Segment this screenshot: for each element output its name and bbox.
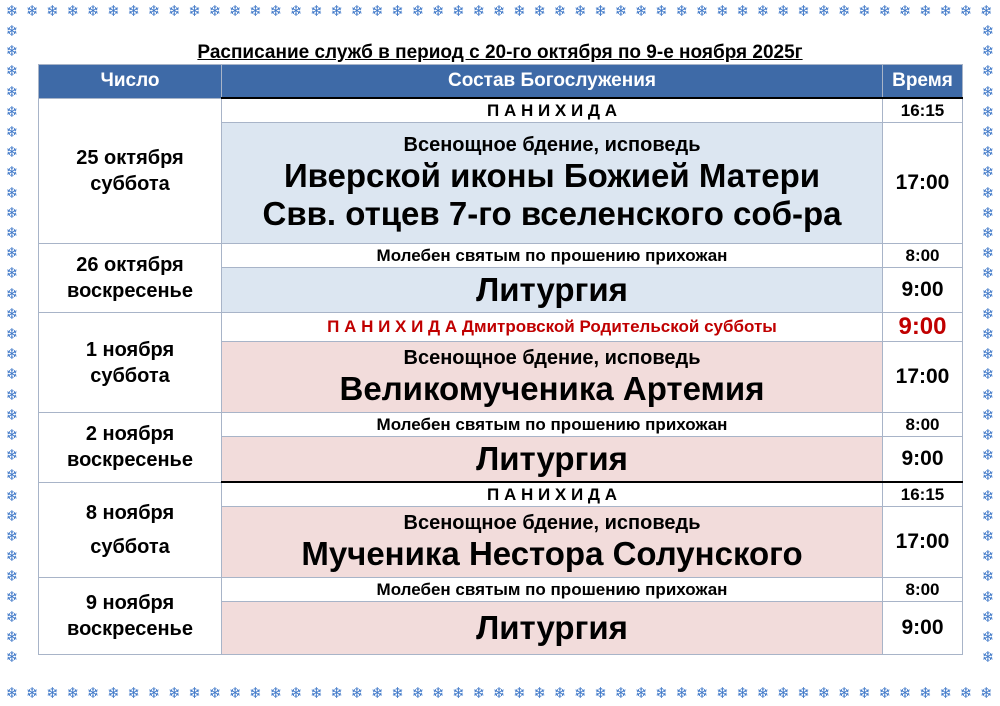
snowflake-icon: ❄ xyxy=(168,2,181,20)
snowflake-icon: ❄ xyxy=(310,684,323,702)
panikhida-cell: П А Н И Х И Д А xyxy=(222,98,883,123)
weekday-label: суббота xyxy=(90,364,170,387)
snowflake-icon: ❄ xyxy=(5,183,19,202)
snowflake-icon: ❄ xyxy=(5,628,19,646)
snowflake-icon: ❄ xyxy=(269,684,283,702)
time-cell: 17:00 xyxy=(883,123,963,244)
snowflake-icon: ❄ xyxy=(208,684,222,702)
snowflake-icon: ❄ xyxy=(817,684,831,702)
snowflake-icon: ❄ xyxy=(981,466,995,485)
date-cell xyxy=(39,413,222,483)
service-title-2: Свв. отцев 7-го вселенского соб-ра xyxy=(262,195,842,232)
date-label: 25 октября xyxy=(76,146,184,169)
snowflake-icon: ❄ xyxy=(5,203,19,222)
snowflake-icon: ❄ xyxy=(127,684,141,702)
snowflake-icon: ❄ xyxy=(310,2,323,20)
snowflake-icon: ❄ xyxy=(695,2,709,20)
snowflake-icon: ❄ xyxy=(614,2,628,20)
snowflake-icon: ❄ xyxy=(350,684,364,702)
snowflake-icon: ❄ xyxy=(5,426,19,444)
service-title: Литургия xyxy=(476,440,628,477)
snowflake-icon: ❄ xyxy=(5,284,19,303)
service-subtitle: Всенощное бдение, исповедь xyxy=(403,512,701,534)
snowflake-icon: ❄ xyxy=(5,224,19,242)
snowflake-icon: ❄ xyxy=(391,2,404,20)
time-cell: 8:00 xyxy=(883,244,963,268)
snowflake-icon: ❄ xyxy=(188,2,201,20)
snowflake-icon: ❄ xyxy=(5,82,19,101)
snowflake-icon: ❄ xyxy=(635,684,648,702)
snowflake-icon: ❄ xyxy=(939,2,953,20)
snowflake-icon: ❄ xyxy=(981,506,995,525)
panikhida-note: Дмитровской Родительской субботы xyxy=(457,317,777,336)
snowflake-icon: ❄ xyxy=(452,684,465,702)
snowflake-icon: ❄ xyxy=(86,2,100,20)
service-cell xyxy=(222,437,883,483)
service-title: Литургия xyxy=(476,271,628,308)
snowflake-icon: ❄ xyxy=(981,264,995,283)
snowflake-icon: ❄ xyxy=(981,284,995,303)
snowflake-icon: ❄ xyxy=(980,2,993,20)
snowflake-icon: ❄ xyxy=(5,684,19,702)
snowflake-icon: ❄ xyxy=(229,684,242,702)
time-cell: 17:00 xyxy=(883,507,963,578)
service-cell xyxy=(222,507,883,578)
time-cell: 9:00 xyxy=(883,268,963,313)
panikhida-label: П А Н И Х И Д А xyxy=(327,317,458,336)
snowflake-icon: ❄ xyxy=(553,2,567,20)
snowflake-icon: ❄ xyxy=(208,2,222,20)
table-row xyxy=(39,313,963,342)
snowflake-icon: ❄ xyxy=(981,587,995,606)
snowflake-icon: ❄ xyxy=(5,264,19,283)
time-cell: 8:00 xyxy=(883,578,963,602)
snowflake-icon: ❄ xyxy=(46,684,59,702)
snowflake-icon: ❄ xyxy=(168,684,181,702)
panikhida-cell xyxy=(222,313,883,342)
service-title: Мученика Нестора Солунского xyxy=(301,535,803,572)
snowflake-icon: ❄ xyxy=(330,2,344,20)
snowflake-icon: ❄ xyxy=(980,684,993,702)
snowflake-icon: ❄ xyxy=(5,62,19,81)
snowflake-icon: ❄ xyxy=(614,684,628,702)
date-cell xyxy=(39,98,222,244)
snowflake-icon: ❄ xyxy=(5,405,19,424)
snowflake-icon: ❄ xyxy=(695,684,709,702)
service-title: Великомученика Артемия xyxy=(339,370,765,407)
snowflake-icon: ❄ xyxy=(981,405,995,424)
snowflake-icon: ❄ xyxy=(981,567,995,586)
snowflake-icon: ❄ xyxy=(127,2,141,20)
snowflake-icon: ❄ xyxy=(26,2,39,20)
snowflake-icon: ❄ xyxy=(229,2,242,20)
header-time: Время xyxy=(883,65,963,99)
snowflake-icon: ❄ xyxy=(777,2,790,20)
snowflake-icon: ❄ xyxy=(432,2,445,20)
snowflake-icon: ❄ xyxy=(981,365,995,384)
time-cell: 9:00 xyxy=(883,602,963,655)
moleben-cell: Молебен святым по прошению прихожан xyxy=(222,244,883,268)
snowflake-icon: ❄ xyxy=(289,2,303,20)
snowflake-icon: ❄ xyxy=(5,547,19,566)
snowflake-icon: ❄ xyxy=(5,506,19,525)
snowflake-icon: ❄ xyxy=(26,684,39,702)
snowflake-icon: ❄ xyxy=(858,684,871,702)
snowflake-icon: ❄ xyxy=(5,163,19,182)
snowflake-icon: ❄ xyxy=(981,547,995,566)
snowflake-icon: ❄ xyxy=(5,466,19,485)
time-cell: 9:00 xyxy=(883,313,963,342)
snowflake-icon: ❄ xyxy=(411,684,425,702)
snowflake-icon: ❄ xyxy=(981,22,995,40)
date-cell xyxy=(39,482,222,578)
snowflake-icon: ❄ xyxy=(5,587,19,606)
snowflake-icon: ❄ xyxy=(675,2,689,20)
snowflake-icon: ❄ xyxy=(289,684,303,702)
snowflake-icon: ❄ xyxy=(472,684,486,702)
snowflake-icon: ❄ xyxy=(594,2,607,20)
snowflake-icon: ❄ xyxy=(716,2,729,20)
snowflake-icon: ❄ xyxy=(269,2,283,20)
snowflake-icon: ❄ xyxy=(5,304,19,323)
snowflake-icon: ❄ xyxy=(533,684,547,702)
snowflake-icon: ❄ xyxy=(981,607,995,626)
service-title: Литургия xyxy=(476,609,628,646)
snowflake-icon: ❄ xyxy=(492,2,506,20)
snowflake-icon: ❄ xyxy=(959,684,973,702)
snowflake-icon: ❄ xyxy=(939,684,953,702)
weekday-label: суббота xyxy=(90,535,170,558)
snowflake-icon: ❄ xyxy=(86,684,100,702)
snowflake-icon: ❄ xyxy=(5,527,19,545)
schedule-table xyxy=(38,64,963,655)
snowflake-icon: ❄ xyxy=(513,2,526,20)
snowflake-icon: ❄ xyxy=(981,345,995,364)
snowflake-icon: ❄ xyxy=(981,244,995,263)
moleben-cell: Молебен святым по прошению прихожан xyxy=(222,413,883,437)
service-cell xyxy=(222,342,883,413)
date-label: 26 октября xyxy=(76,254,184,276)
snowflake-icon: ❄ xyxy=(5,2,19,20)
snowflake-icon: ❄ xyxy=(797,684,810,702)
snowflake-icon: ❄ xyxy=(898,684,912,702)
snowflake-icon: ❄ xyxy=(249,684,262,702)
snowflake-icon: ❄ xyxy=(981,183,995,202)
snowflake-icon: ❄ xyxy=(411,2,425,20)
snowflake-icon: ❄ xyxy=(981,648,995,667)
weekday-label: воскресенье xyxy=(67,280,193,302)
snowflake-icon: ❄ xyxy=(371,684,384,702)
service-title: Иверской иконы Божией Матери xyxy=(283,157,821,194)
snowflake-icon: ❄ xyxy=(878,2,892,20)
moleben-cell: Молебен святым по прошению прихожан xyxy=(222,578,883,602)
snowflake-icon: ❄ xyxy=(46,2,59,20)
snowflake-icon: ❄ xyxy=(777,684,790,702)
snowflake-icon: ❄ xyxy=(817,2,831,20)
snowflake-icon: ❄ xyxy=(655,2,668,20)
snowflake-icon: ❄ xyxy=(756,684,770,702)
snowflake-icon: ❄ xyxy=(981,486,995,505)
weekday-label: суббота xyxy=(90,172,170,195)
snowflake-icon: ❄ xyxy=(452,2,465,20)
snowflake-icon: ❄ xyxy=(736,684,750,702)
snowflake-icon: ❄ xyxy=(5,486,19,505)
snowflake-icon: ❄ xyxy=(5,325,19,343)
table-row xyxy=(39,98,963,123)
snowflake-icon: ❄ xyxy=(66,2,80,20)
header-content: Состав Богослужения xyxy=(222,65,883,99)
snowflake-icon: ❄ xyxy=(981,224,995,242)
snowflake-icon: ❄ xyxy=(5,446,19,465)
snowflake-icon: ❄ xyxy=(350,2,364,20)
snowflake-icon: ❄ xyxy=(797,2,810,20)
snowflake-icon: ❄ xyxy=(5,607,19,626)
time-cell: 16:15 xyxy=(883,98,963,123)
snowflake-icon: ❄ xyxy=(981,82,995,101)
snowflake-icon: ❄ xyxy=(898,2,912,20)
snowflake-icon: ❄ xyxy=(981,203,995,222)
snowflake-icon: ❄ xyxy=(66,684,80,702)
date-label: 2 ноября xyxy=(85,423,175,446)
snowflake-icon: ❄ xyxy=(432,684,445,702)
snowflake-icon: ❄ xyxy=(858,2,871,20)
snowflake-icon: ❄ xyxy=(5,385,19,404)
table-row xyxy=(39,413,963,437)
service-subtitle: Всенощное бдение, исповедь xyxy=(403,134,701,156)
time-cell: 9:00 xyxy=(883,437,963,483)
snowflake-icon: ❄ xyxy=(594,684,607,702)
snowflake-icon: ❄ xyxy=(5,365,19,384)
snowflake-icon: ❄ xyxy=(981,527,995,545)
snowflake-icon: ❄ xyxy=(959,2,973,20)
snowflake-icon: ❄ xyxy=(736,2,750,20)
time-cell: 17:00 xyxy=(883,342,963,413)
snowflake-icon: ❄ xyxy=(981,385,995,404)
date-cell xyxy=(39,244,222,313)
weekday-label: воскресенье xyxy=(67,618,193,640)
service-cell xyxy=(222,123,883,244)
header-row xyxy=(39,65,963,99)
panikhida-cell: П А Н И Х И Д А xyxy=(222,482,883,507)
snowflake-icon: ❄ xyxy=(919,2,932,20)
snowflake-icon: ❄ xyxy=(5,143,19,162)
snowflake-icon: ❄ xyxy=(5,22,19,40)
snowflake-icon: ❄ xyxy=(107,684,120,702)
snowflake-icon: ❄ xyxy=(574,684,587,702)
snowflake-icon: ❄ xyxy=(635,2,648,20)
time-cell: 8:00 xyxy=(883,413,963,437)
date-cell xyxy=(39,313,222,413)
snowflake-icon: ❄ xyxy=(756,2,770,20)
table-row xyxy=(39,578,963,602)
snowflake-icon: ❄ xyxy=(981,163,995,182)
snowflake-icon: ❄ xyxy=(472,2,486,20)
snowflake-icon: ❄ xyxy=(981,143,995,162)
snowflake-icon: ❄ xyxy=(371,2,384,20)
snowflake-icon: ❄ xyxy=(981,102,995,121)
service-cell xyxy=(222,602,883,655)
snowflake-icon: ❄ xyxy=(981,426,995,444)
date-label: 1 ноября xyxy=(85,338,175,361)
snowflake-icon: ❄ xyxy=(5,244,19,263)
time-cell: 16:15 xyxy=(883,482,963,507)
snowflake-icon: ❄ xyxy=(553,684,567,702)
snowflake-icon: ❄ xyxy=(675,684,689,702)
snowflake-icon: ❄ xyxy=(5,345,19,364)
snowflake-icon: ❄ xyxy=(981,325,995,343)
date-label: 9 ноября xyxy=(85,592,175,614)
snowflake-icon: ❄ xyxy=(838,2,851,20)
header-date: Число xyxy=(39,65,222,99)
snowflake-icon: ❄ xyxy=(981,628,995,646)
snowflake-icon: ❄ xyxy=(492,684,506,702)
service-cell xyxy=(222,268,883,313)
snowflake-icon: ❄ xyxy=(5,102,19,121)
date-cell xyxy=(39,578,222,655)
snowflake-icon: ❄ xyxy=(513,684,526,702)
snowflake-icon: ❄ xyxy=(5,567,19,586)
snowflake-icon: ❄ xyxy=(147,2,161,20)
snowflake-icon: ❄ xyxy=(981,42,995,61)
snowflake-icon: ❄ xyxy=(919,684,932,702)
snowflake-icon: ❄ xyxy=(107,2,120,20)
table-row xyxy=(39,244,963,268)
snowflake-icon: ❄ xyxy=(981,123,995,141)
snowflake-icon: ❄ xyxy=(249,2,262,20)
service-subtitle: Всенощное бдение, исповедь xyxy=(403,347,701,369)
table-row xyxy=(39,482,963,507)
snowflake-icon: ❄ xyxy=(574,2,587,20)
snowflake-icon: ❄ xyxy=(147,684,161,702)
snowflake-icon: ❄ xyxy=(981,62,995,81)
snowflake-icon: ❄ xyxy=(981,446,995,465)
weekday-label: воскресенье xyxy=(67,449,193,472)
snowflake-icon: ❄ xyxy=(391,684,404,702)
snowflake-icon: ❄ xyxy=(188,684,201,702)
snowflake-icon: ❄ xyxy=(878,684,892,702)
page-title: Расписание служб в период с 20-го октября по 9-е ноября 2025г xyxy=(197,42,803,63)
snowflake-icon: ❄ xyxy=(716,684,729,702)
snowflake-icon: ❄ xyxy=(533,2,547,20)
snowflake-icon: ❄ xyxy=(838,684,851,702)
snowflake-icon: ❄ xyxy=(981,304,995,323)
snowflake-icon: ❄ xyxy=(330,684,344,702)
date-label: 8 ноября xyxy=(85,501,175,524)
snowflake-icon: ❄ xyxy=(5,123,19,141)
snowflake-icon: ❄ xyxy=(655,684,668,702)
snowflake-icon: ❄ xyxy=(5,42,19,61)
snowflake-icon: ❄ xyxy=(5,648,19,667)
